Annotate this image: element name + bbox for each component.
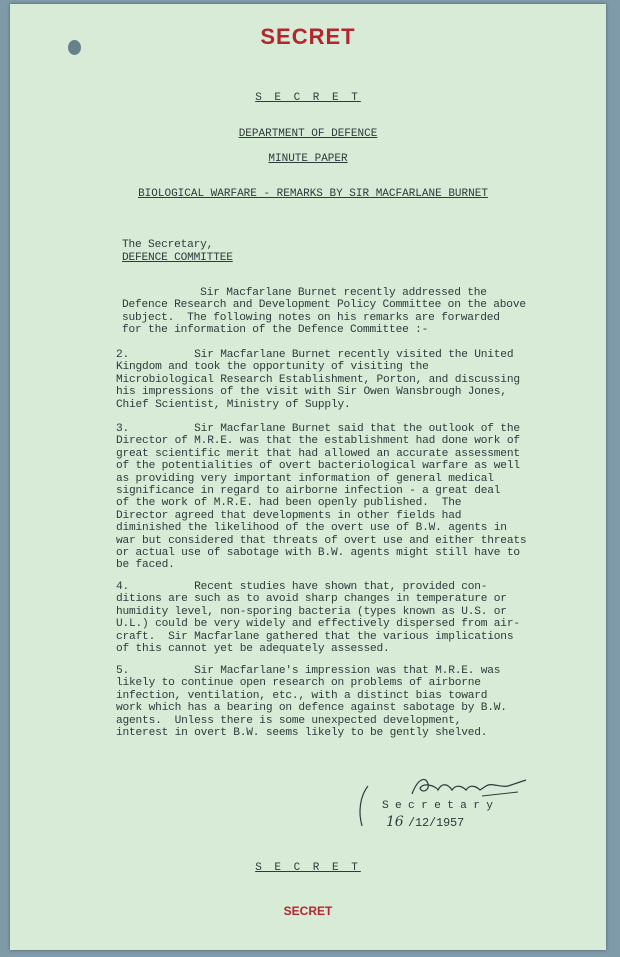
subject-heading: BIOLOGICAL WARFARE - REMARKS BY SIR MACFARLANE BURNET bbox=[138, 188, 488, 200]
minute-paper-heading: MINUTE PAPER bbox=[268, 153, 348, 165]
paragraph-2: 2. Sir Macfarlane Burnet recently visited the United Kingdom and took the opportunity of visiting the Microbiological Research Establishment, Porton, and discussing his impressions of the visit with Sir Owen Wansbrough Jones, Chief Scientist, Ministry of Supply. bbox=[116, 349, 520, 411]
secret-stamp-bottom: SECRET bbox=[283, 904, 333, 918]
addressee-line-2: DEFENCE COMMITTEE bbox=[122, 252, 233, 264]
classification-footer: S E C R E T bbox=[255, 862, 361, 874]
paragraph-1: Sir Macfarlane Burnet recently addressed the Defence Research and Development Policy Committee on the above subject. The following notes on his remarks are forwarded for the information of the Defence Committee :- bbox=[122, 287, 526, 337]
classification-heading: S E C R E T bbox=[255, 92, 361, 104]
signature-mark bbox=[356, 784, 372, 830]
paragraph-5: 5. Sir Macfarlane's impression was that M.R.E. was likely to continue open research on problems of airborne infection, ventilation, etc., with a distinct bias toward work which has a bearing on defence against sabotage by B.W. agents. Unless there is some unexpected development, interest in overt B.W. seems likely to be gently shelved. bbox=[116, 665, 507, 740]
document-page bbox=[10, 4, 606, 950]
date-day: 16 bbox=[386, 814, 404, 830]
paragraph-3: 3. Sir Macfarlane Burnet said that the outlook of the Director of M.R.E. was that the establishment had done work of great scientific merit that had allowed an accurate assessment of the potentialities of overt bacteriological warfare as well as providing very important information of general medical significance in regard to airborne infection - a great deal of the work of M.R.E. had been openly published. The Director agreed that developments in other fields had diminished the likelihood of the overt use of B.W. agents in war but considered that threats of overt use and either threats or actual use of sabotage with B.W. agents might still have to be faced. bbox=[116, 423, 527, 572]
date-month-year: /12/1957 bbox=[408, 816, 465, 830]
secret-stamp-top: SECRET bbox=[260, 24, 356, 49]
signature-title: S e c r e t a r y bbox=[382, 800, 493, 812]
department-heading: DEPARTMENT OF DEFENCE bbox=[238, 128, 378, 140]
paragraph-4: 4. Recent studies have shown that, provided con- ditions are such as to avoid sharp changes in temperature or humidity level, non-sporing bacteria (types known as U.S. or U.L.) could be very widely and effectively dispersed from air- craft. Sir Macfarlane gathered that the various implications of this cannot yet be adequately assessed. bbox=[116, 581, 520, 656]
addressee-line-1: The Secretary, bbox=[122, 239, 214, 251]
